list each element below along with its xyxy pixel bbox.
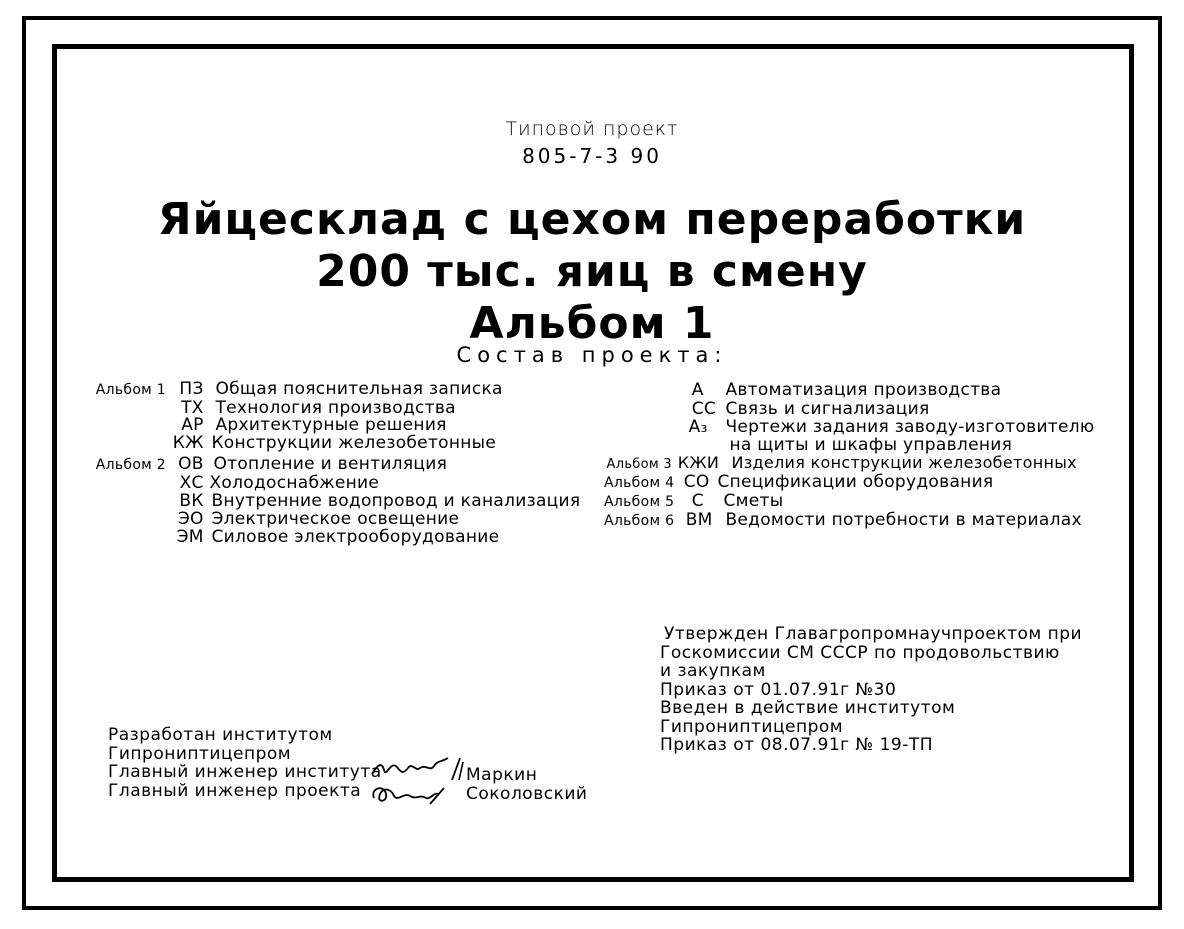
approval-block: Утвержден Главагропромнаучпроектом при Госкомиссии СМ СССР по продовольствию и закупкам Приказ от 01.07.91г №30 Введен в действие институтом Гипрониптицепром Приказ от 08.07.91г № 19-ТП [660, 624, 1083, 755]
list-item: Альбом 3 КЖИ Изделия конструкции железобетонных [606, 453, 1077, 472]
type-label: Типовой проект [505, 118, 679, 140]
developer-block: Разработан институтом Гипрониптицепром Главный инженер института Главный инженер проекта [108, 725, 382, 801]
list-item: ТХ Технология производства [181, 398, 456, 418]
list-item: Альбом 4 СО Спецификации оборудования [604, 472, 994, 492]
signatories-names: Маркин Соколовский [466, 765, 588, 804]
list-item: ЭМ Силовое электрооборудование [176, 527, 500, 547]
list-item: АР Архитектурные решения [181, 415, 447, 435]
signature-sokolovsky [368, 780, 448, 810]
list-item: ВК Внутренние водопровод и канализация [179, 491, 581, 511]
list-item: СС Связь и сигнализация [691, 399, 930, 419]
list-item: А Автоматизация производства [691, 380, 1002, 400]
list-item: Альбом 1 ПЗ Общая пояснительная записка [95, 379, 503, 399]
composition-heading: Состав проекта: [456, 343, 728, 367]
title-line-3: Альбом 1 [469, 298, 715, 349]
list-item: Альбом 2 ОВ Отопление и вентиляция [95, 454, 448, 474]
list-item: КЖ Конструкции железобетонные [172, 433, 497, 453]
title-line-2: 200 тыс. яиц в смену [316, 246, 868, 297]
project-code: 805-7-3 90 [522, 144, 662, 168]
title-line-1: Яйцесклад с цехом переработки [157, 194, 1027, 245]
list-item: на щиты и шкафы управления [729, 435, 1013, 455]
list-item: Альбом 6 ВМ Ведомости потребности в материалах [604, 510, 1082, 530]
list-item: ХС Холодоснабжение [179, 473, 380, 493]
list-item: ЭО Электрическое освещение [177, 509, 460, 529]
list-item: Альбом 5 С Сметы [604, 491, 784, 511]
list-item: А₃ Чертежи задания заводу-изготовителю [688, 417, 1095, 437]
